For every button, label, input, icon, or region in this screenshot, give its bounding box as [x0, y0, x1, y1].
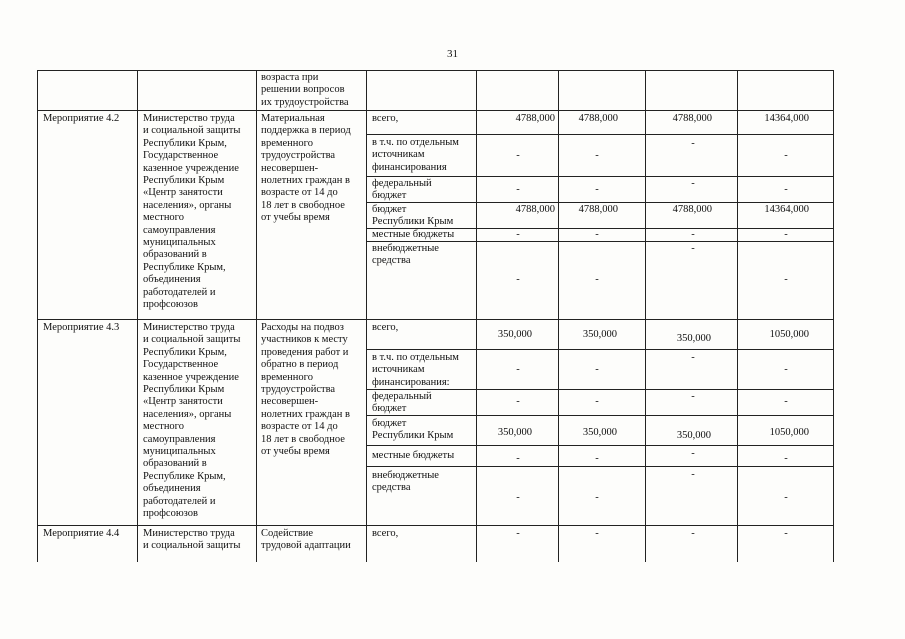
column-divider	[476, 70, 477, 562]
value-cell: -	[595, 274, 599, 285]
value-cell: -	[691, 229, 695, 240]
row-divider	[37, 525, 834, 526]
value-cell: 350,000	[582, 329, 617, 340]
value-cell: -	[784, 453, 788, 464]
column-divider	[37, 70, 38, 562]
value-cell: -	[784, 492, 788, 503]
source-label: всего,	[372, 322, 399, 333]
executor-text: Министерство труда и социальной защиты Республики Крым, Государственное казенное учреждение Республики Крым «Центр занятости населения», органы местного самоуправления муниципальных образований в Республике Крым, объединения работодателей и профсоюзов	[143, 322, 241, 520]
value-cell: -	[784, 274, 788, 285]
value-cell: 1050,000	[769, 329, 809, 340]
description-text: Расходы на подвоз участников к месту проведения работ и обратно в период временного трудоустройства несовершен- нолетних граждан в возрасте от 14 до 18 лет в свободное от учебы время	[261, 322, 351, 458]
column-divider	[645, 70, 646, 562]
value-cell: 4788,000	[672, 204, 712, 215]
source-label: бюджет Республики Крым	[372, 418, 454, 442]
value-cell: 350,000	[497, 427, 532, 438]
value-cell: -	[595, 492, 599, 503]
value-cell: -	[595, 528, 599, 539]
value-cell: 350,000	[676, 430, 711, 441]
description-text: Содействие трудовой адаптации	[261, 528, 351, 552]
value-cell: -	[691, 138, 695, 149]
value-cell: -	[691, 528, 695, 539]
value-cell: -	[784, 184, 788, 195]
source-label: всего,	[372, 528, 399, 539]
value-cell: -	[691, 448, 695, 459]
value-cell: -	[516, 184, 520, 195]
source-label: федеральный бюджет	[372, 178, 432, 202]
value-cell: -	[516, 528, 520, 539]
source-label: местные бюджеты	[372, 229, 455, 240]
value-cell: -	[516, 274, 520, 285]
row-divider	[37, 319, 834, 320]
executor-text: Министерство труда и социальной защиты Республики Крым, Государственное казенное учреждение Республики Крым «Центр занятости населения», органы местного самоуправления муниципальных образований в Республике Крым, объединения работодателей и профсоюзов	[143, 113, 241, 311]
value-cell: -	[595, 184, 599, 195]
source-label: в т.ч. по отдельным источникам финансирования	[372, 137, 459, 173]
value-cell: -	[595, 229, 599, 240]
source-label: всего,	[372, 113, 399, 124]
value-cell: 4788,000	[515, 204, 555, 215]
value-cell: -	[516, 396, 520, 407]
subrow-divider	[367, 134, 834, 135]
value-cell: -	[691, 178, 695, 189]
value-cell: 4788,000	[515, 113, 555, 124]
value-cell: -	[784, 528, 788, 539]
column-divider	[833, 70, 834, 562]
value-cell: -	[516, 364, 520, 375]
continuation-text: возраста при решении вопросов их трудоустройства	[261, 72, 349, 108]
value-cell: -	[516, 453, 520, 464]
source-label: бюджет Республики Крым	[372, 204, 454, 228]
value-cell: -	[784, 150, 788, 161]
page-number: 31	[447, 48, 458, 60]
value-cell: 14364,000	[764, 204, 809, 215]
column-divider	[558, 70, 559, 562]
value-cell: -	[595, 453, 599, 464]
executor-text: Министерство труда и социальной защиты	[143, 528, 241, 552]
value-cell: 4788,000	[578, 113, 618, 124]
row-divider	[37, 110, 834, 111]
value-cell: -	[595, 396, 599, 407]
value-cell: -	[784, 229, 788, 240]
description-text: Материальная поддержка в период временного трудоустройства несовершен- нолетних граждан в возрасте от 14 до 18 лет в свободное от учебы время	[261, 113, 351, 224]
column-divider	[366, 70, 367, 562]
event-label: Мероприятие 4.2	[43, 113, 120, 124]
value-cell: -	[691, 469, 695, 480]
value-cell: -	[516, 492, 520, 503]
subrow-divider	[367, 445, 834, 446]
value-cell: -	[516, 229, 520, 240]
source-label: внебюджетные средства	[372, 243, 439, 267]
value-cell: -	[691, 391, 695, 402]
value-cell: 14364,000	[764, 113, 809, 124]
column-divider	[137, 70, 138, 562]
value-cell: -	[784, 364, 788, 375]
event-label: Мероприятие 4.4	[43, 528, 120, 539]
value-cell: 350,000	[676, 333, 711, 344]
value-cell: -	[595, 364, 599, 375]
value-cell: -	[691, 243, 695, 254]
value-cell: -	[595, 150, 599, 161]
value-cell: 4788,000	[578, 204, 618, 215]
source-label: федеральный бюджет	[372, 391, 432, 415]
value-cell: 4788,000	[672, 113, 712, 124]
subrow-divider	[367, 176, 834, 177]
value-cell: 350,000	[582, 427, 617, 438]
table-top-border	[37, 70, 834, 71]
value-cell: 350,000	[497, 329, 532, 340]
subrow-divider	[367, 466, 834, 467]
subrow-divider	[367, 349, 834, 350]
column-divider	[256, 70, 257, 562]
value-cell: -	[691, 352, 695, 363]
source-label: в т.ч. по отдельным источникам финансирования:	[372, 352, 459, 388]
value-cell: -	[784, 396, 788, 407]
value-cell: -	[516, 150, 520, 161]
event-label: Мероприятие 4.3	[43, 322, 120, 333]
source-label: местные бюджеты	[372, 450, 455, 461]
source-label: внебюджетные средства	[372, 470, 439, 494]
value-cell: 1050,000	[769, 427, 809, 438]
